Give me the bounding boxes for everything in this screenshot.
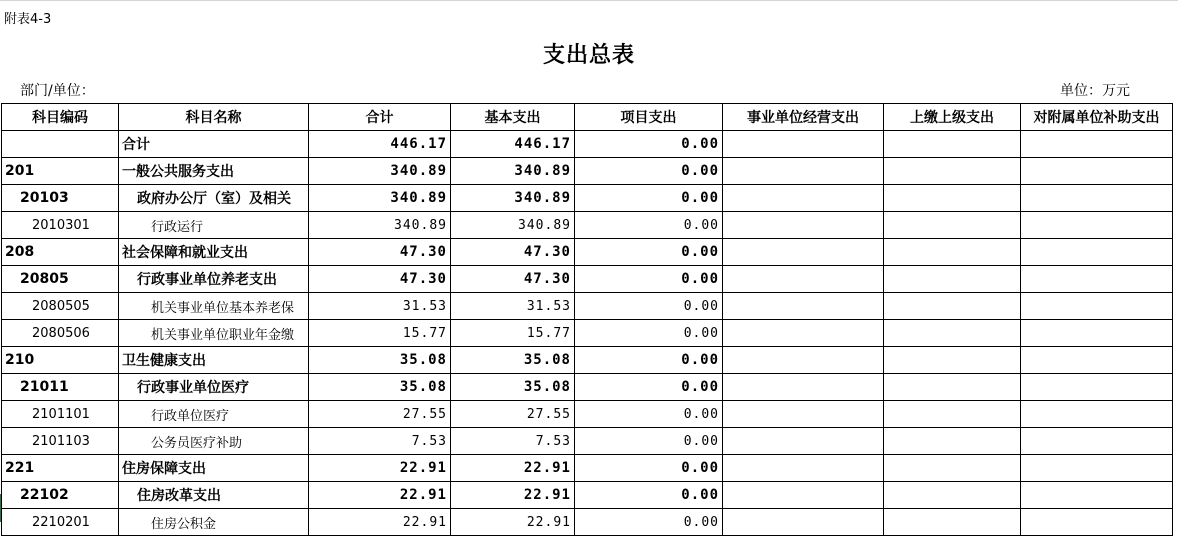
cell-total[interactable]: 35.08 xyxy=(309,347,451,374)
cell-remit[interactable] xyxy=(884,455,1021,482)
table-row xyxy=(2,212,1173,239)
cell-subsidy[interactable] xyxy=(1021,158,1173,185)
cell-subsidy[interactable] xyxy=(1021,239,1173,266)
col-header-code[interactable]: 科目编码 xyxy=(2,104,119,131)
cell-project[interactable]: 0.00 xyxy=(575,428,723,455)
cell-project[interactable]: 0.00 xyxy=(575,158,723,185)
unit-label: 单位：万元 xyxy=(1060,83,1130,99)
cell-basic[interactable]: 35.08 xyxy=(451,374,575,401)
cell-project[interactable]: 0.00 xyxy=(575,239,723,266)
table-row xyxy=(2,266,1173,293)
cell-subsidy[interactable] xyxy=(1021,212,1173,239)
cell-business[interactable] xyxy=(723,185,884,212)
cell-remit[interactable] xyxy=(884,401,1021,428)
cell-remit[interactable] xyxy=(884,428,1021,455)
cell-subsidy[interactable] xyxy=(1021,455,1173,482)
table-row xyxy=(2,374,1173,401)
cell-remit[interactable] xyxy=(884,509,1021,536)
page-title: 支出总表 xyxy=(542,43,635,68)
cell-total[interactable]: 47.30 xyxy=(309,239,451,266)
cell-remit[interactable] xyxy=(884,374,1021,401)
cell-business[interactable] xyxy=(723,239,884,266)
cell-total[interactable]: 22.91 xyxy=(309,509,451,536)
cell-remit[interactable] xyxy=(884,293,1021,320)
cell-total[interactable]: 340.89 xyxy=(309,158,451,185)
cell-subsidy[interactable] xyxy=(1021,482,1173,509)
cell-name[interactable]: 行政单位医疗 xyxy=(119,401,309,428)
header-row xyxy=(2,104,1173,131)
cell-project[interactable]: 0.00 xyxy=(575,320,723,347)
cell-basic[interactable]: 22.91 xyxy=(451,509,575,536)
cell-project[interactable]: 0.00 xyxy=(575,455,723,482)
cell-business[interactable] xyxy=(723,374,884,401)
cell-business[interactable] xyxy=(723,320,884,347)
cell-business[interactable] xyxy=(723,482,884,509)
cell-basic[interactable]: 15.77 xyxy=(451,320,575,347)
cell-remit[interactable] xyxy=(884,320,1021,347)
cell-name[interactable]: 合计 xyxy=(119,131,309,158)
cell-remit[interactable] xyxy=(884,131,1021,158)
cell-name[interactable]: 行政事业单位医疗 xyxy=(119,374,309,401)
cell-basic[interactable]: 340.89 xyxy=(451,212,575,239)
table-row xyxy=(2,509,1173,536)
table-row xyxy=(2,239,1173,266)
cell-project[interactable]: 0.00 xyxy=(575,266,723,293)
expenditure-table xyxy=(1,103,1173,536)
cell-remit[interactable] xyxy=(884,266,1021,293)
cell-code[interactable]: 221 xyxy=(2,455,119,482)
cell-name[interactable]: 行政事业单位养老支出 xyxy=(119,266,309,293)
cell-code[interactable]: 210 xyxy=(2,347,119,374)
cell-code[interactable]: 201 xyxy=(2,158,119,185)
cell-remit[interactable] xyxy=(884,212,1021,239)
cell-name[interactable]: 住房保障支出 xyxy=(119,455,309,482)
cell-code[interactable]: 22102 xyxy=(2,482,119,509)
col-header-subsidy[interactable]: 对附属单位补助支出 xyxy=(1021,104,1173,131)
cell-basic[interactable]: 7.53 xyxy=(451,428,575,455)
cell-remit[interactable] xyxy=(884,158,1021,185)
cell-remit[interactable] xyxy=(884,185,1021,212)
cell-basic[interactable]: 22.91 xyxy=(451,455,575,482)
cell-basic[interactable]: 340.89 xyxy=(451,158,575,185)
table-row xyxy=(2,401,1173,428)
cell-name[interactable]: 卫生健康支出 xyxy=(119,347,309,374)
cell-name[interactable]: 社会保障和就业支出 xyxy=(119,239,309,266)
cell-code[interactable]: 208 xyxy=(2,239,119,266)
cell-subsidy[interactable] xyxy=(1021,401,1173,428)
col-header-basic[interactable]: 基本支出 xyxy=(451,104,575,131)
cell-total[interactable]: 340.89 xyxy=(309,185,451,212)
table-row xyxy=(2,320,1173,347)
col-header-project[interactable]: 项目支出 xyxy=(575,104,723,131)
table-row xyxy=(2,482,1173,509)
cell-name[interactable]: 机关事业单位职业年金缴 xyxy=(119,320,309,347)
cell-basic[interactable]: 35.08 xyxy=(451,347,575,374)
col-header-total[interactable]: 合计 xyxy=(309,104,451,131)
table-row xyxy=(2,185,1173,212)
cell-code[interactable]: 2010301 xyxy=(2,212,119,239)
cell-project[interactable]: 0.00 xyxy=(575,401,723,428)
cell-project[interactable]: 0.00 xyxy=(575,131,723,158)
cell-subsidy[interactable] xyxy=(1021,131,1173,158)
cell-project[interactable]: 0.00 xyxy=(575,374,723,401)
cell-basic[interactable]: 47.30 xyxy=(451,239,575,266)
cell-basic[interactable]: 22.91 xyxy=(451,482,575,509)
cell-business[interactable] xyxy=(723,428,884,455)
cell-code[interactable]: 2080505 xyxy=(2,293,119,320)
cell-remit[interactable] xyxy=(884,239,1021,266)
cell-total[interactable]: 27.55 xyxy=(309,401,451,428)
cell-basic[interactable]: 340.89 xyxy=(451,185,575,212)
cell-name[interactable]: 住房公积金 xyxy=(119,509,309,536)
department-label: 部门/单位： xyxy=(20,83,95,99)
cell-name[interactable]: 一般公共服务支出 xyxy=(119,158,309,185)
table-row xyxy=(2,293,1173,320)
attachment-label: 附表4-3 xyxy=(4,12,52,27)
cell-business[interactable] xyxy=(723,158,884,185)
cell-basic[interactable]: 31.53 xyxy=(451,293,575,320)
table-row xyxy=(2,158,1173,185)
cell-name[interactable]: 公务员医疗补助 xyxy=(119,428,309,455)
cell-code[interactable]: 2080506 xyxy=(2,320,119,347)
cell-project[interactable]: 0.00 xyxy=(575,347,723,374)
cell-name[interactable]: 住房改革支出 xyxy=(119,482,309,509)
table-row xyxy=(2,131,1173,158)
cell-code[interactable]: 2210201 xyxy=(2,509,119,536)
cell-name[interactable]: 行政运行 xyxy=(119,212,309,239)
cell-project[interactable]: 0.00 xyxy=(575,212,723,239)
cell-subsidy[interactable] xyxy=(1021,266,1173,293)
col-header-remit[interactable]: 上缴上级支出 xyxy=(884,104,1021,131)
table-row xyxy=(2,455,1173,482)
cell-total[interactable]: 446.17 xyxy=(309,131,451,158)
cell-code[interactable]: 2101101 xyxy=(2,401,119,428)
cell-total[interactable]: 22.91 xyxy=(309,482,451,509)
cell-name[interactable]: 政府办公厅（室）及相关 xyxy=(119,185,309,212)
table-row xyxy=(2,347,1173,374)
cell-subsidy[interactable] xyxy=(1021,293,1173,320)
cell-basic[interactable]: 446.17 xyxy=(451,131,575,158)
cell-project[interactable]: 0.00 xyxy=(575,185,723,212)
cell-total[interactable]: 35.08 xyxy=(309,374,451,401)
cell-project[interactable]: 0.00 xyxy=(575,482,723,509)
cell-total[interactable]: 47.30 xyxy=(309,266,451,293)
cell-remit[interactable] xyxy=(884,482,1021,509)
cell-subsidy[interactable] xyxy=(1021,185,1173,212)
cell-subsidy[interactable] xyxy=(1021,509,1173,536)
top-border xyxy=(0,0,1178,1)
cell-business[interactable] xyxy=(723,455,884,482)
cell-subsidy[interactable] xyxy=(1021,347,1173,374)
cell-code[interactable]: 20805 xyxy=(2,266,119,293)
cell-code[interactable]: 2101103 xyxy=(2,428,119,455)
cell-subsidy[interactable] xyxy=(1021,374,1173,401)
cell-total[interactable]: 31.53 xyxy=(309,293,451,320)
cell-business[interactable] xyxy=(723,401,884,428)
table-row xyxy=(2,428,1173,455)
cell-basic[interactable]: 27.55 xyxy=(451,401,575,428)
cell-total[interactable]: 340.89 xyxy=(309,212,451,239)
col-header-name[interactable]: 科目名称 xyxy=(119,104,309,131)
cell-code[interactable]: 20103 xyxy=(2,185,119,212)
cell-code[interactable] xyxy=(2,131,119,158)
cell-business[interactable] xyxy=(723,266,884,293)
cell-subsidy[interactable] xyxy=(1021,320,1173,347)
cell-subsidy[interactable] xyxy=(1021,428,1173,455)
cell-business[interactable] xyxy=(723,212,884,239)
cell-code[interactable]: 21011 xyxy=(2,374,119,401)
cell-project[interactable]: 0.00 xyxy=(575,293,723,320)
cell-name[interactable]: 机关事业单位基本养老保 xyxy=(119,293,309,320)
col-header-business[interactable]: 事业单位经营支出 xyxy=(723,104,884,131)
cell-total[interactable]: 22.91 xyxy=(309,455,451,482)
cell-total[interactable]: 15.77 xyxy=(309,320,451,347)
cell-basic[interactable]: 47.30 xyxy=(451,266,575,293)
cell-business[interactable] xyxy=(723,131,884,158)
cell-business[interactable] xyxy=(723,347,884,374)
cell-total[interactable]: 7.53 xyxy=(309,428,451,455)
cell-remit[interactable] xyxy=(884,347,1021,374)
cell-business[interactable] xyxy=(723,509,884,536)
cell-business[interactable] xyxy=(723,293,884,320)
cell-project[interactable]: 0.00 xyxy=(575,509,723,536)
